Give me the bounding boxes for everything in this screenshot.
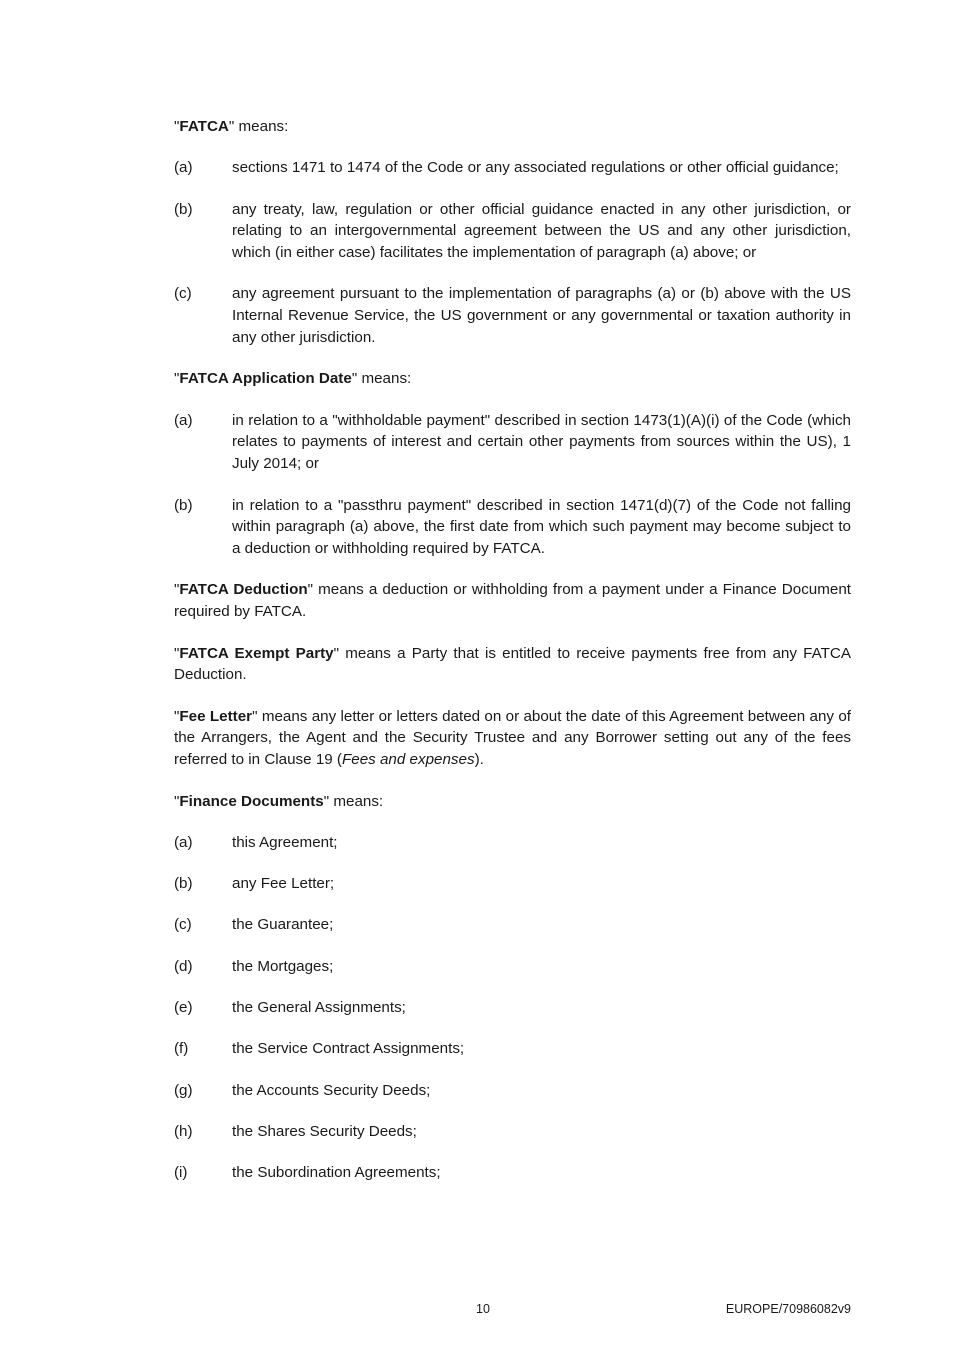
definition-text: means a deduction or withholding from a payment under a Finance Document required by FATCA.	[174, 581, 852, 621]
list-item-text: the General Assignments;	[232, 999, 406, 1017]
list-item-text: the Accounts Security Deeds;	[232, 1081, 431, 1099]
list-item	[174, 283, 851, 348]
definition-text: means:	[234, 118, 289, 135]
list-item	[174, 410, 851, 475]
list-item-label: (i)	[174, 1164, 188, 1182]
definition-text: means:	[329, 792, 384, 810]
list-item	[174, 1162, 851, 1184]
list-item	[174, 495, 851, 560]
defined-term: FATCA Exempt Party	[179, 644, 334, 662]
list-item-label: (b)	[174, 875, 193, 893]
definition-text: means any letter or letters dated on or about the date of this Agreement between any of the Arrangers, the Agent and the Security Trustee and any Borrower setting out any of the fees referred to in Clause 19 (	[174, 707, 851, 769]
page-content	[174, 116, 851, 1204]
list-item	[174, 199, 851, 264]
list-item-text: the Shares Security Deeds;	[232, 1122, 417, 1140]
definition-text-end: ).	[474, 751, 484, 769]
defined-term: FATCA Deduction	[179, 581, 308, 599]
list-item-label: (f)	[174, 1040, 189, 1058]
page-number: 10	[476, 1302, 490, 1316]
list-item-text: any treaty, law, regulation or other official guidance enacted in any other jurisdiction, or relating to an intergovernmental agreement between the US and any other jurisdiction, which (in either case) facilitates the implementation of paragraph (a) above; or	[232, 200, 851, 262]
list-item	[174, 832, 851, 854]
fatca-list	[174, 157, 851, 349]
list-item-label: (g)	[174, 1081, 193, 1099]
definition-fatca-application-date: "FATCA Application Date" means:	[174, 370, 412, 388]
list-item-label: (a)	[174, 411, 193, 429]
list-item-label: (b)	[174, 200, 193, 218]
list-item-label: (h)	[174, 1122, 193, 1140]
definition-fee-letter: "Fee Letter" means any letter or letters dated on or about the date of this Agreement between any of the Arrangers, the Agent and the Security Trustee and any Borrower setting out any of the fees referred to in Clause 19 (Fees and expenses).	[174, 707, 851, 769]
list-item-label: (c)	[174, 916, 192, 934]
list-item	[174, 873, 851, 895]
list-item-label: (d)	[174, 957, 193, 975]
list-item-text: the Guarantee;	[232, 916, 334, 934]
defined-term: Fee Letter	[179, 707, 253, 725]
list-item	[174, 1080, 851, 1102]
list-item	[174, 997, 851, 1019]
list-item-label: (a)	[174, 159, 193, 177]
list-item-text: any Fee Letter;	[232, 875, 335, 893]
finance-documents-list	[174, 832, 851, 1184]
list-item-text: the Subordination Agreements;	[232, 1164, 441, 1182]
list-item-label: (c)	[174, 285, 192, 303]
list-item-text: the Service Contract Assignments;	[232, 1040, 465, 1058]
fatca-application-date-list	[174, 410, 851, 560]
document-reference: EUROPE/70986082v9	[725, 1302, 851, 1316]
list-item-text: any agreement pursuant to the implementation of paragraphs (a) or (b) above with the US Internal Revenue Service, the US government or any governmental or taxation authority in any other jurisdiction.	[232, 285, 851, 347]
definition-finance-documents: "Finance Documents" means:	[174, 792, 384, 810]
list-item-text: in relation to a "withholdable payment" described in section 1473(1)(A)(i) of the Code (which relates to payments of interest and certain other payments from sources within the US), 1 July 2014; or	[232, 411, 851, 473]
definition-text: means:	[357, 370, 412, 388]
list-item	[174, 1121, 851, 1143]
list-item	[174, 1038, 851, 1060]
defined-term: FATCA	[179, 118, 229, 135]
defined-term: FATCA Application Date	[179, 370, 352, 388]
list-item-label: (a)	[174, 833, 193, 851]
list-item-text: this Agreement;	[232, 833, 338, 851]
definition-fatca-exempt-party: "FATCA Exempt Party" means a Party that is entitled to receive payments free from any FATCA Deduction.	[174, 644, 851, 684]
list-item-label: (b)	[174, 496, 193, 514]
list-item-text: in relation to a "passthru payment" described in section 1471(d)(7) of the Code not falling within paragraph (a) above, the first date from which such payment may become subject to a deduction or withholding required by FATCA.	[232, 496, 851, 558]
list-item-label: (e)	[174, 999, 193, 1017]
list-item-text: sections 1471 to 1474 of the Code or any associated regulations or other official guidance;	[232, 159, 839, 177]
defined-term: Finance Documents	[179, 792, 324, 810]
definition-text: means a Party that is entitled to receive payments free from any FATCA Deduction.	[174, 644, 851, 684]
clause-title: Fees and expenses	[342, 751, 475, 769]
list-item-text: the Mortgages;	[232, 957, 334, 975]
list-item	[174, 956, 851, 978]
list-item	[174, 914, 851, 936]
definition-fatca-deduction: "FATCA Deduction" means a deduction or withholding from a payment under a Finance Document required by FATCA.	[174, 581, 852, 621]
definition-fatca: "FATCA" means:	[174, 118, 289, 135]
list-item	[174, 157, 851, 179]
